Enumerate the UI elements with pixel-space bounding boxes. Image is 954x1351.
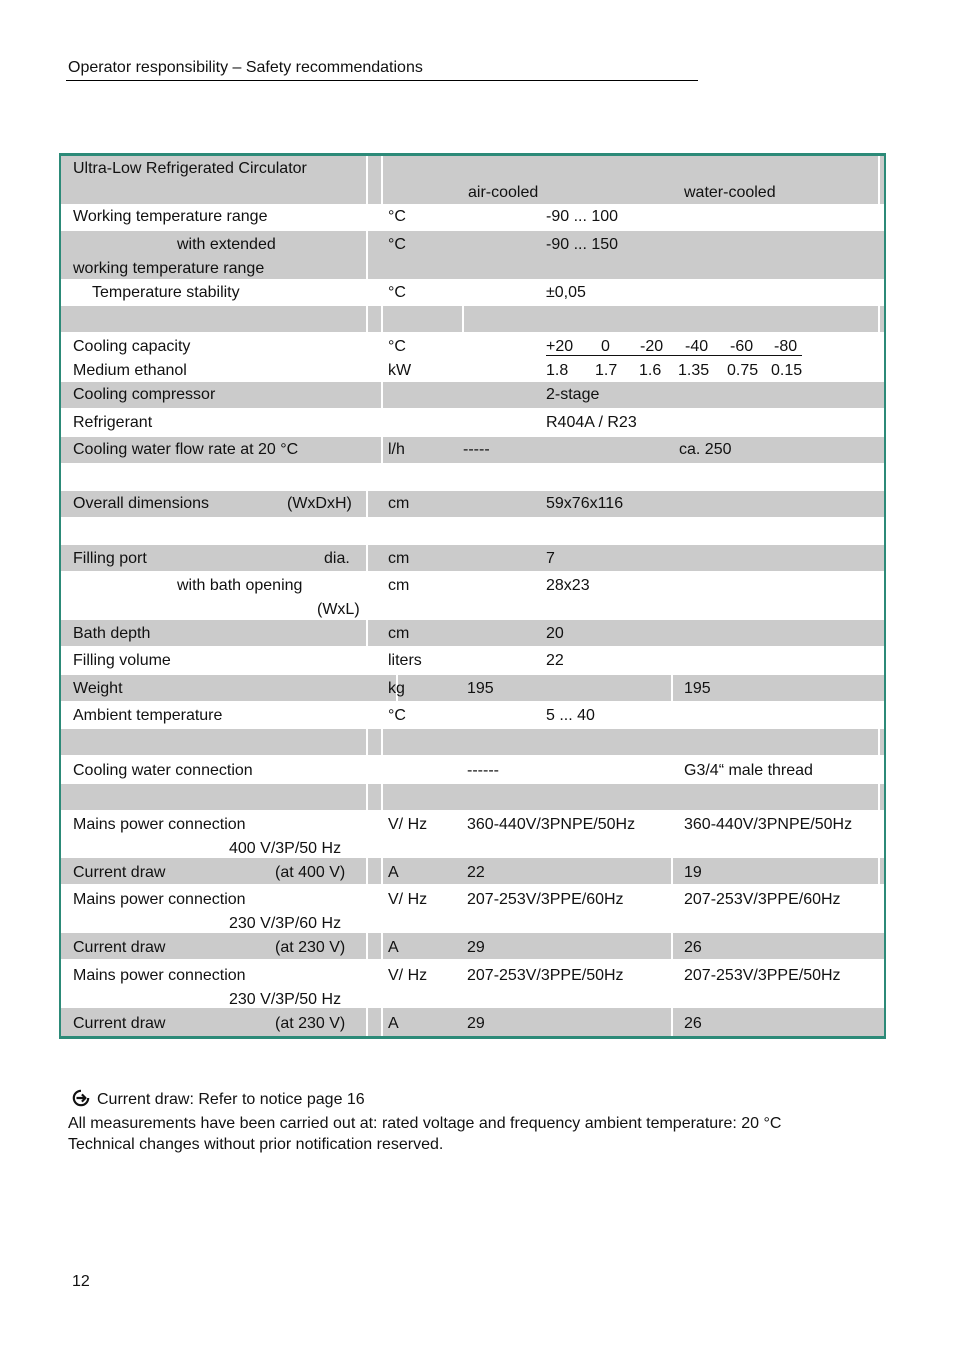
- spec-value-air: 29: [467, 1015, 485, 1032]
- spec-value-water: G3/4“ male thread: [684, 762, 813, 779]
- col-separator: [381, 1008, 383, 1036]
- col-separator: [381, 382, 383, 408]
- row-band-empty3: [61, 784, 884, 810]
- spec-unit: °C: [388, 284, 406, 301]
- capacity-temp: -80: [774, 338, 798, 355]
- spec-value-water: 26: [684, 939, 702, 956]
- spec-label-suffix: (WxDxH): [287, 495, 352, 512]
- capacity-kw: 1.6: [639, 362, 662, 379]
- spec-label: Weight: [73, 680, 123, 697]
- page-header: Operator responsibility – Safety recommendations: [68, 59, 423, 76]
- spec-unit: A: [388, 1015, 399, 1032]
- page-number: 12: [72, 1273, 90, 1290]
- col-separator: [381, 729, 383, 755]
- spec-unit: °C: [388, 208, 406, 225]
- spec-value-air: 207-253V/3PPE/50Hz: [467, 967, 624, 984]
- spec-value: 28x23: [546, 577, 590, 594]
- spec-unit: kW: [388, 362, 412, 379]
- spec-label: with bath opening: [177, 577, 303, 594]
- spec-label: Bath depth: [73, 625, 151, 642]
- spec-label: Cooling water connection: [73, 762, 253, 779]
- col-separator: [381, 306, 383, 332]
- capacity-kw: 1.35: [678, 362, 710, 379]
- col-separator: [671, 675, 673, 701]
- spec-value-water: 207-253V/3PPE/50Hz: [684, 967, 841, 984]
- col-separator: [878, 858, 880, 884]
- spec-label: working temperature range: [73, 260, 265, 277]
- arrow-right-circle-icon: [72, 1089, 90, 1107]
- col-separator: [366, 231, 368, 279]
- col-separator: [878, 306, 880, 332]
- capacity-kw: 1.7: [595, 362, 618, 379]
- col-separator: [381, 858, 383, 884]
- spec-value-water: 19: [684, 864, 702, 881]
- spec-unit: V/ Hz: [388, 891, 428, 908]
- col-separator: [366, 545, 368, 571]
- row-band-bathdepth: [61, 620, 884, 646]
- spec-unit: °C: [388, 707, 406, 724]
- col-separator: [366, 306, 368, 332]
- spec-value-air: ------: [467, 762, 499, 779]
- spec-label: Filling volume: [73, 652, 171, 669]
- spec-value: 20: [546, 625, 564, 642]
- col-separator: [366, 729, 368, 755]
- spec-label: Mains power connection: [73, 816, 246, 833]
- col-separator: [366, 784, 368, 810]
- col-separator: [878, 729, 880, 755]
- spec-label-suffix: (WxL): [317, 601, 360, 618]
- spec-label-sub: 400 V/3P/50 Hz: [229, 840, 342, 857]
- spec-value-air: 22: [467, 864, 485, 881]
- spec-value-air: 29: [467, 939, 485, 956]
- col-header-air: air-cooled: [468, 184, 539, 201]
- spec-value-water: 195: [684, 680, 711, 697]
- spec-unit: l/h: [388, 441, 405, 458]
- spec-unit: cm: [388, 625, 410, 642]
- spec-label: Ambient temperature: [73, 707, 223, 724]
- spec-value: 7: [546, 550, 555, 567]
- spec-value: 5 ... 40: [546, 707, 595, 724]
- spec-label-sub: 230 V/3P/50 Hz: [229, 991, 342, 1008]
- spec-table: [59, 153, 886, 1039]
- col-separator: [878, 156, 880, 204]
- col-separator: [878, 784, 880, 810]
- spec-value-water: 207-253V/3PPE/60Hz: [684, 891, 841, 908]
- spec-unit: A: [388, 864, 399, 881]
- spec-unit: °C: [388, 236, 406, 253]
- spec-label: Filling port: [73, 550, 147, 567]
- spec-label-suffix: (at 230 V): [275, 1015, 346, 1032]
- row-band-empty: [61, 306, 884, 332]
- table-title: Ultra-Low Refrigerated Circulator: [73, 160, 307, 177]
- spec-unit: kg: [388, 680, 405, 697]
- capacity-temp: -60: [730, 338, 754, 355]
- capacity-temp: +20: [546, 338, 574, 355]
- col-separator: [366, 933, 368, 959]
- spec-unit: A: [388, 939, 399, 956]
- capacity-kw: 0.15: [771, 362, 803, 379]
- spec-label-sub: 230 V/3P/60 Hz: [229, 915, 342, 932]
- col-separator: [381, 933, 383, 959]
- spec-value-air: 207-253V/3PPE/60Hz: [467, 891, 624, 908]
- col-separator: [366, 491, 368, 517]
- spec-label: Temperature stability: [92, 284, 240, 301]
- spec-value: 2-stage: [546, 386, 600, 403]
- spec-label: Cooling compressor: [73, 386, 216, 403]
- col-separator: [381, 784, 383, 810]
- row-band-fillingport: [61, 545, 884, 571]
- spec-value-air: 360-440V/3PNPE/50Hz: [467, 816, 636, 833]
- spec-value: -90 ... 100: [546, 208, 619, 225]
- capacity-temp: 0: [601, 338, 610, 355]
- spec-unit: V/ Hz: [388, 967, 428, 984]
- spec-label: Cooling water flow rate at 20 °C: [73, 441, 299, 458]
- spec-unit: cm: [388, 577, 410, 594]
- spec-unit: cm: [388, 495, 410, 512]
- spec-value: 22: [546, 652, 564, 669]
- spec-label: Current draw: [73, 939, 166, 956]
- col-separator: [366, 858, 368, 884]
- spec-unit: °C: [388, 338, 406, 355]
- col-separator: [366, 620, 368, 646]
- spec-value: 59x76x116: [546, 495, 624, 512]
- spec-value-water: 26: [684, 1015, 702, 1032]
- col-separator: [462, 306, 464, 332]
- col-separator: [366, 156, 368, 204]
- spec-label: with extended: [177, 236, 276, 253]
- spec-value: ±0,05: [546, 284, 586, 301]
- spec-label: Current draw: [73, 1015, 166, 1032]
- capacity-kw: 1.8: [546, 362, 569, 379]
- footer-disclaimer: Technical changes without prior notification reserved.: [68, 1136, 444, 1153]
- col-separator: [366, 1008, 368, 1036]
- header-rule: [66, 80, 698, 81]
- spec-label-suffix: (at 230 V): [275, 939, 346, 956]
- col-separator: [671, 1008, 673, 1036]
- spec-value: -90 ... 150: [546, 236, 619, 253]
- col-header-water: water-cooled: [684, 184, 776, 201]
- capacity-temp: -20: [640, 338, 664, 355]
- spec-label-suffix: dia.: [324, 550, 350, 567]
- spec-unit: cm: [388, 550, 410, 567]
- col-separator: [671, 933, 673, 959]
- footer-measurements: All measurements have been carried out at: rated voltage and frequency ambient temperature: 20 °C: [68, 1115, 782, 1132]
- capacity-underline: [546, 355, 802, 356]
- spec-label: Medium ethanol: [73, 362, 187, 379]
- spec-label-suffix: (at 400 V): [275, 864, 346, 881]
- spec-label: Working temperature range: [73, 208, 268, 225]
- spec-value-water: ca. 250: [679, 441, 732, 458]
- spec-unit: V/ Hz: [388, 816, 428, 833]
- spec-label: Mains power connection: [73, 967, 246, 984]
- spec-label: Overall dimensions: [73, 495, 210, 512]
- spec-label: Mains power connection: [73, 891, 246, 908]
- spec-label: Refrigerant: [73, 414, 153, 431]
- footer-note: [72, 1089, 365, 1109]
- spec-value: R404A / R23: [546, 414, 637, 431]
- spec-unit: liters: [388, 652, 422, 669]
- capacity-kw: 0.75: [727, 362, 759, 379]
- row-band-empty2: [61, 729, 884, 755]
- spec-value-air: 195: [467, 680, 494, 697]
- spec-value-air: -----: [463, 441, 490, 458]
- capacity-temp: -40: [685, 338, 709, 355]
- spec-label: Cooling capacity: [73, 338, 191, 355]
- footer-note-text: Current draw: Refer to notice page 16: [97, 1091, 365, 1108]
- col-separator: [671, 858, 673, 884]
- spec-value-water: 360-440V/3PNPE/50Hz: [684, 816, 853, 833]
- spec-label: Current draw: [73, 864, 166, 881]
- col-separator: [381, 156, 383, 204]
- col-separator: [381, 437, 383, 463]
